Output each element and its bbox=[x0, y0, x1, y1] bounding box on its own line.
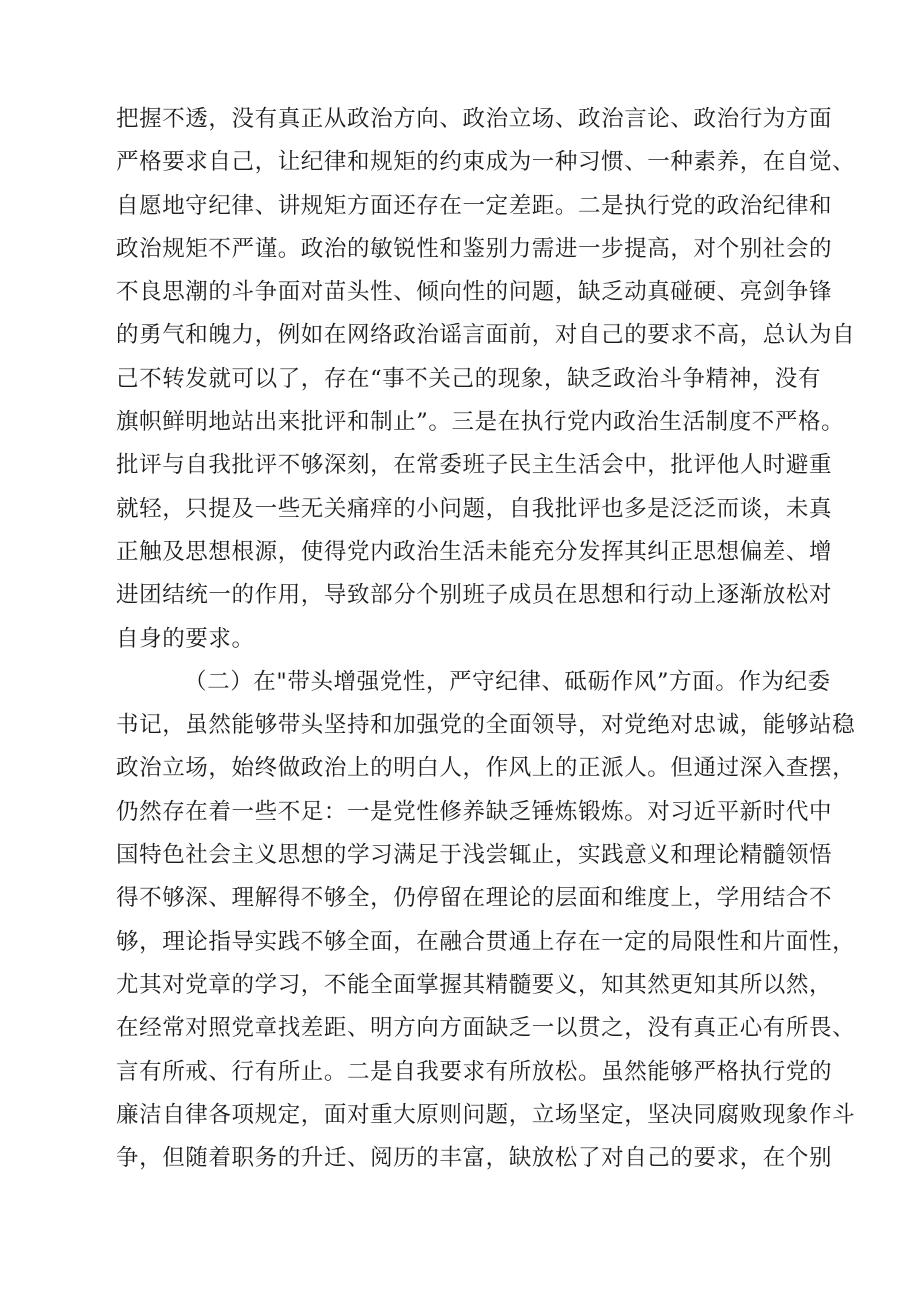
text-line: 廉洁自律各项规定，面对重大原则问题，立场坚定，坚决同腐败现象作斗 bbox=[116, 1101, 856, 1128]
text-line: 不良思潮的斗争面对苗头性、倾向性的问题，缺乏动真碰硬、亮剑争锋 bbox=[116, 279, 833, 306]
text-line: 仍然存在着一些不足：一是党性修养缺乏锤炼锻炼。对习近平新时代中 bbox=[116, 798, 833, 825]
text-line: 把握不透，没有真正从政治方向、政治立场、政治言论、政治行为方面 bbox=[116, 106, 833, 132]
text-line: 自愿地守纪律、讲规矩方面还存在一定差距。二是执行党的政治纪律和 bbox=[116, 192, 833, 219]
text-line: 够，理论指导实践不够全面，在融合贯通上存在一定的局限性和片面性， bbox=[116, 928, 856, 955]
text-line: 言有所戒、行有所止。二是自我要求有所放松。虽然能够严格执行党的 bbox=[116, 1058, 833, 1085]
text-line: 正触及思想根源，使得党内政治生活未能充分发挥其纠正思想偏差、增 bbox=[116, 538, 833, 565]
paragraph-1 bbox=[116, 98, 856, 661]
text-line: 己不转发就可以了，存在“事不关己的现象，缺乏政治斗争精神，没有 bbox=[116, 365, 822, 392]
text-line: 的勇气和魄力，例如在网络政治谣言面前，对自己的要求不高，总认为自 bbox=[116, 322, 856, 349]
text-line: 批评与自我批评不够深刻，在常委班子民主生活会中，批评他人时避重 bbox=[116, 452, 833, 479]
text-line: 自身的要求。 bbox=[116, 625, 255, 652]
text-line: 得不够深、理解得不够全，仍停留在理论的层面和维度上，学用结合不 bbox=[116, 885, 833, 912]
text-line: 严格要求自己，让纪律和规矩的约束成为一种习惯、一种素养，在自觉、 bbox=[116, 149, 856, 176]
text-line: 争，但随着职务的升迁、阅历的丰富，缺放松了对自己的要求，在个别 bbox=[116, 1145, 833, 1172]
text-line: 政治立场，始终做政治上的明白人，作风上的正派人。但通过深入查摆， bbox=[116, 755, 856, 782]
text-line: 国特色社会主义思想的学习满足于浅尝辄止，实践意义和理论精髓领悟 bbox=[116, 842, 833, 869]
text-line: 政治规矩不严谨。政治的敏锐性和鉴别力需进一步提高，对个别社会的 bbox=[116, 235, 833, 262]
text-line: 进团结统一的作用，导致部分个别班子成员在思想和行动上逐渐放松对 bbox=[116, 582, 833, 609]
text-line: （二）在"带头增强党性，严守纪律、砥砺作风”方面。作为纪委 bbox=[184, 668, 831, 695]
text-line: 就轻，只提及一些无关痛痒的小问题，自我批评也多是泛泛而谈，未真 bbox=[116, 495, 833, 522]
document-body bbox=[116, 98, 856, 1180]
text-line: 在经常对照党章找差距、明方向方面缺乏一以贯之，没有真正心有所畏、 bbox=[116, 1015, 856, 1042]
text-line: 书记，虽然能够带头坚持和加强党的全面领导，对党绝对忠诚，能够站稳 bbox=[116, 712, 856, 739]
text-line: 尤其对党章的学习，不能全面掌握其精髓要义，知其然更知其所以然， bbox=[116, 971, 833, 998]
text-line: 旗帜鲜明地站出来批评和制止”。三是在执行党内政治生活制度不严格。 bbox=[116, 409, 845, 436]
paragraph-2 bbox=[116, 661, 856, 1181]
